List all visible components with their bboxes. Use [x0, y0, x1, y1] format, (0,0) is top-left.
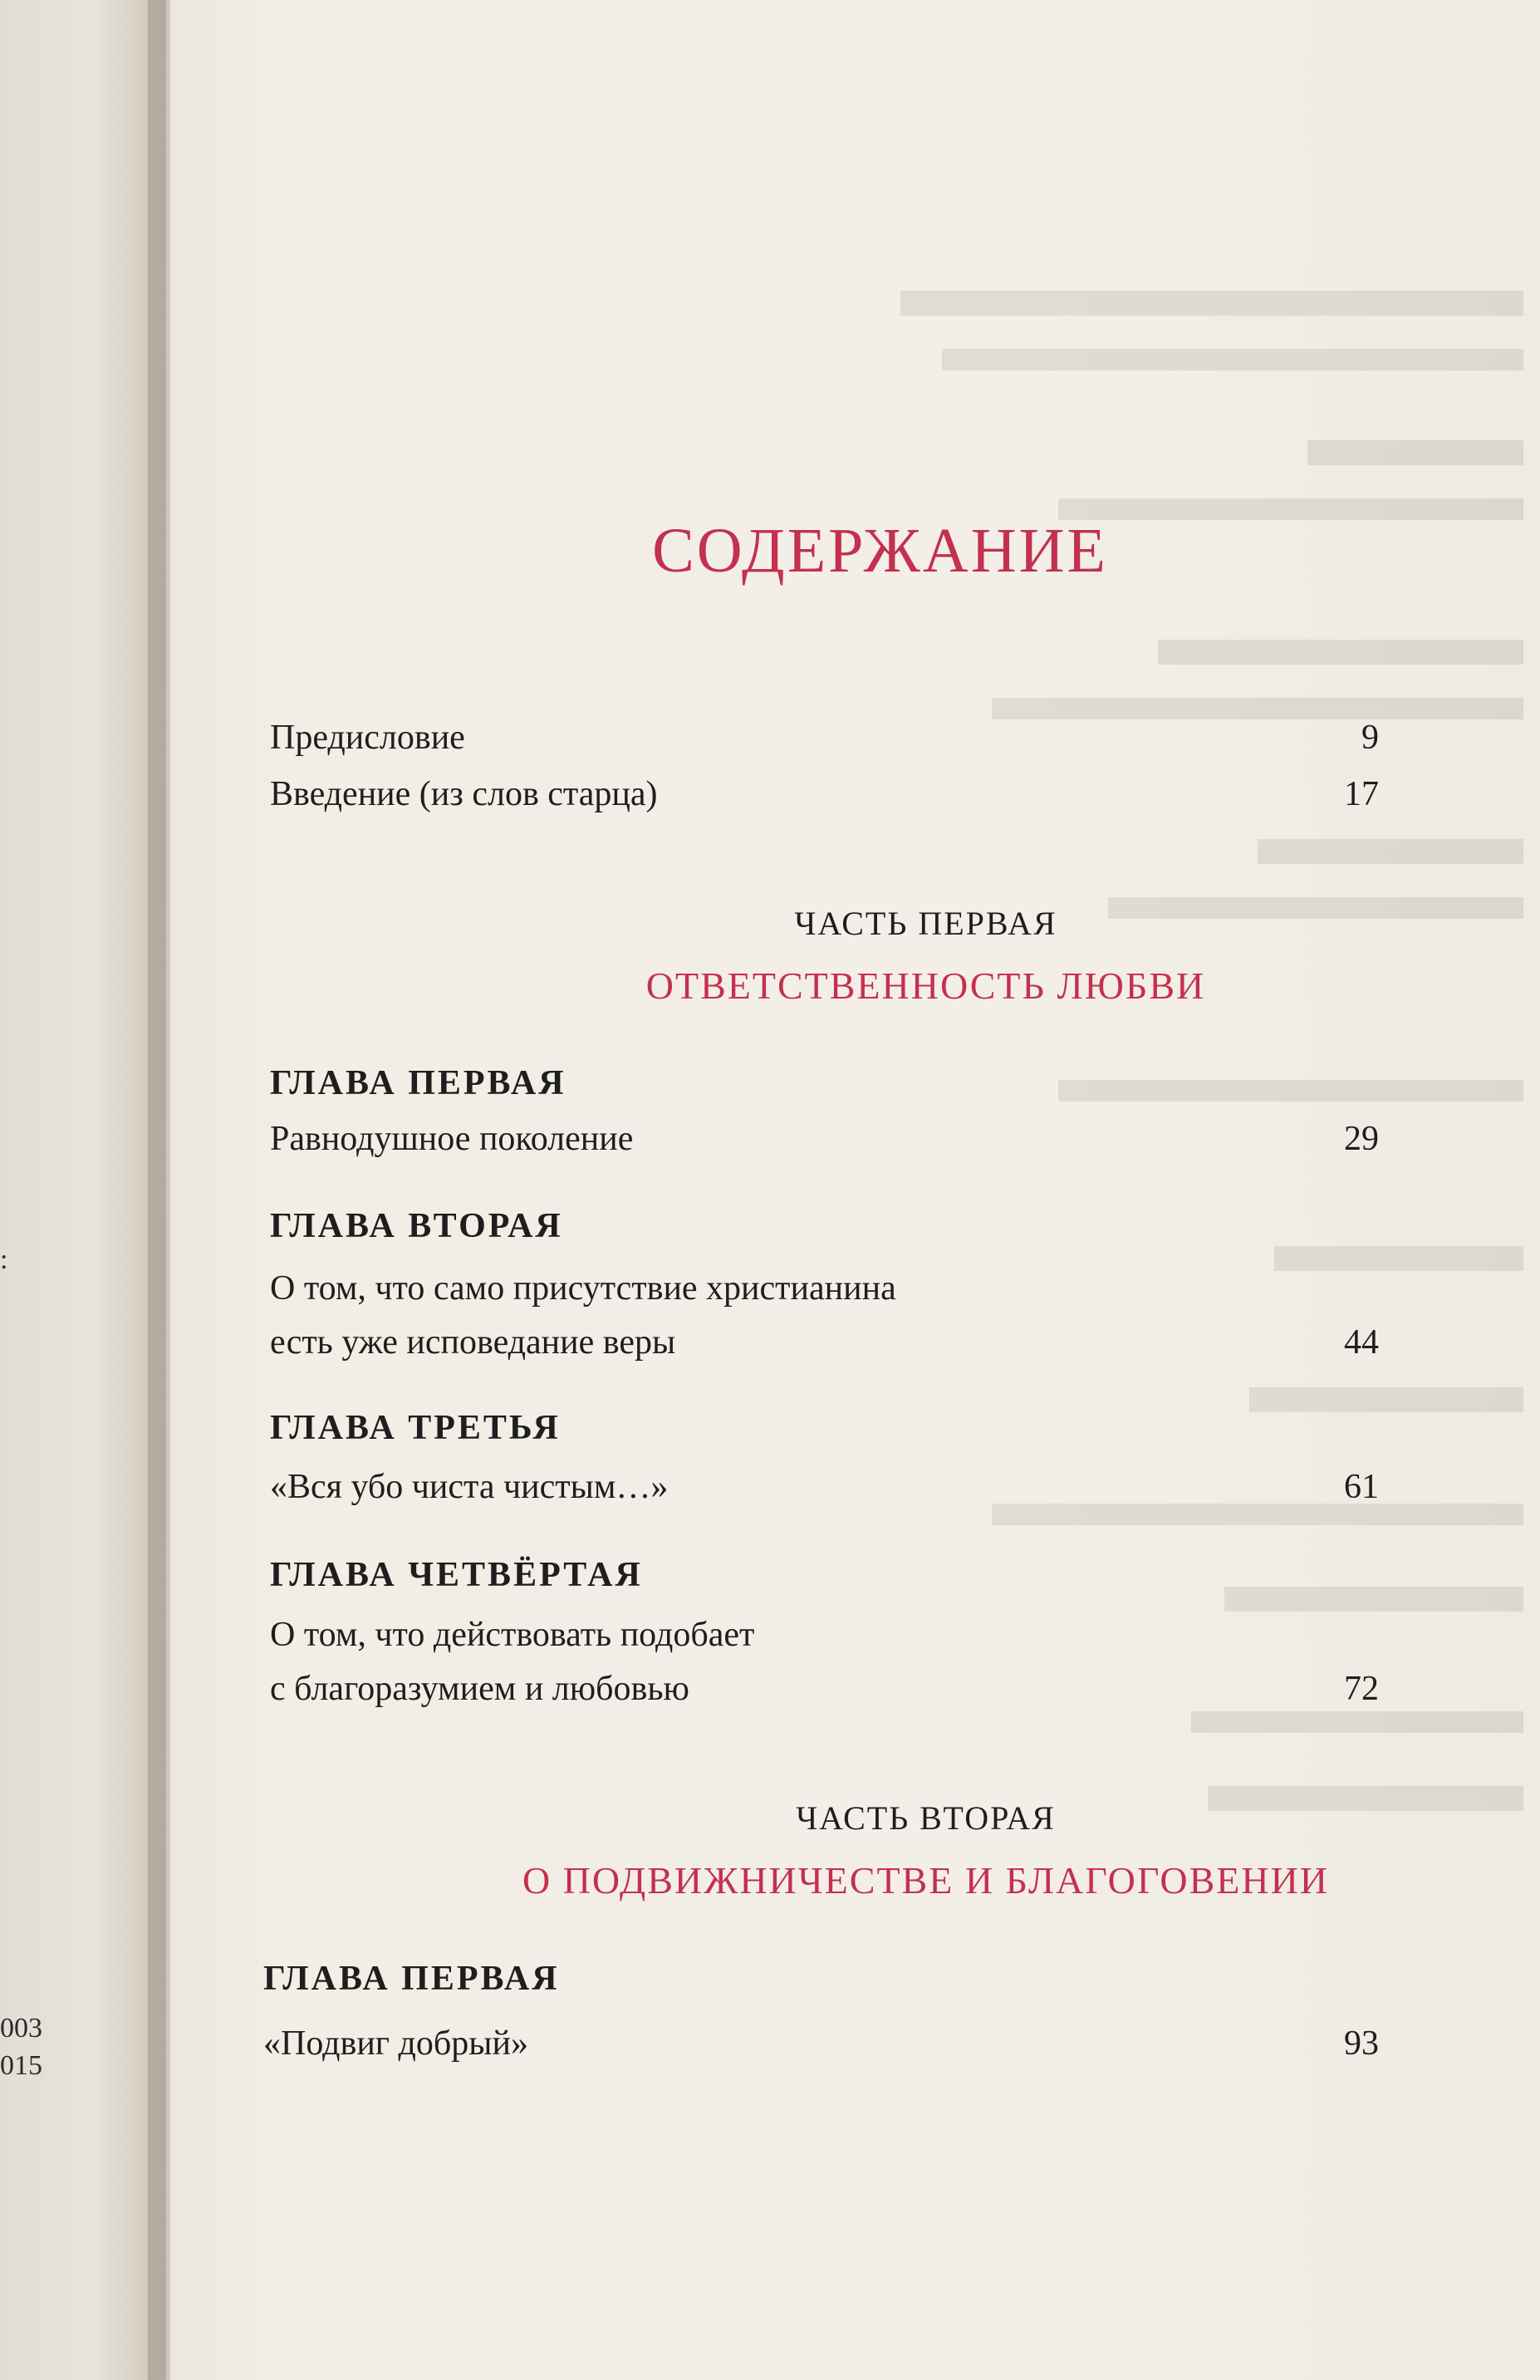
part-one-title: ОТВЕТСТВЕННОСТЬ ЛЮБВИ [645, 964, 1206, 1007]
toc-entry-chapter-line[interactable] [270, 1612, 1379, 1658]
toc-page-number: 9 [1361, 719, 1379, 757]
toc-entry-label: с благоразумием и любовью [270, 1670, 689, 1708]
toc-page-number: 17 [1344, 775, 1379, 813]
toc-entry-chapter-line[interactable] [270, 1265, 1379, 1312]
left-page-number-top: 003 [0, 2013, 42, 2044]
chapter-heading: ГЛАВА ТРЕТЬЯ [270, 1409, 561, 1447]
toc-page-number: 61 [1344, 1468, 1379, 1506]
toc-entry-label: «Вся убо чиста чистым…» [270, 1468, 669, 1506]
chapter-heading: ГЛАВА ВТОРАЯ [270, 1207, 563, 1245]
toc-entry-label: Введение (из слов старца) [270, 775, 658, 813]
toc-entry-chapter[interactable] [263, 2020, 1379, 2067]
toc-entry-label: О том, что само присутствие христианина [270, 1269, 896, 1308]
left-page-number-bottom: 015 [0, 2050, 42, 2081]
table-of-contents [170, 0, 1540, 2380]
toc-entry-chapter[interactable] [270, 1666, 1379, 1712]
chapter-heading: ГЛАВА ЧЕТВЁРТАЯ [270, 1556, 643, 1594]
part-one-label: ЧАСТЬ ПЕРВАЯ [794, 905, 1057, 942]
part-two-label: ЧАСТЬ ВТОРАЯ [796, 1799, 1056, 1837]
toc-entry-introduction[interactable] [270, 771, 1379, 817]
chapter-heading: ГЛАВА ПЕРВАЯ [270, 1064, 566, 1102]
toc-entry-preface[interactable] [270, 714, 1379, 761]
toc-entry-chapter[interactable] [270, 1464, 1379, 1510]
toc-entry-label: Предисловие [270, 719, 465, 757]
toc-page-number: 72 [1344, 1670, 1379, 1708]
toc-entry-chapter[interactable] [270, 1319, 1379, 1366]
part-two-title: О ПОДВИЖНИЧЕСТВЕ И БЛАГОГОВЕНИИ [522, 1859, 1330, 1902]
contents-page [170, 0, 1540, 2380]
chapter-heading: ГЛАВА ПЕРВАЯ [263, 1960, 560, 1998]
toc-page-number: 44 [1344, 1323, 1379, 1362]
toc-page-number: 93 [1344, 2024, 1379, 2063]
toc-entry-label: есть уже исповедание веры [270, 1323, 676, 1362]
toc-page-number: 29 [1344, 1120, 1379, 1158]
toc-entry-chapter[interactable] [270, 1116, 1379, 1162]
left-page-colon: : [0, 1244, 8, 1275]
toc-entry-label: Равнодушное поколение [270, 1120, 634, 1158]
toc-entry-label: О том, что действовать подобает [270, 1616, 755, 1654]
contents-heading: СОДЕРЖАНИЕ [652, 516, 1108, 586]
toc-entry-label: «Подвиг добрый» [263, 2024, 528, 2063]
left-page-edge [0, 0, 166, 2380]
